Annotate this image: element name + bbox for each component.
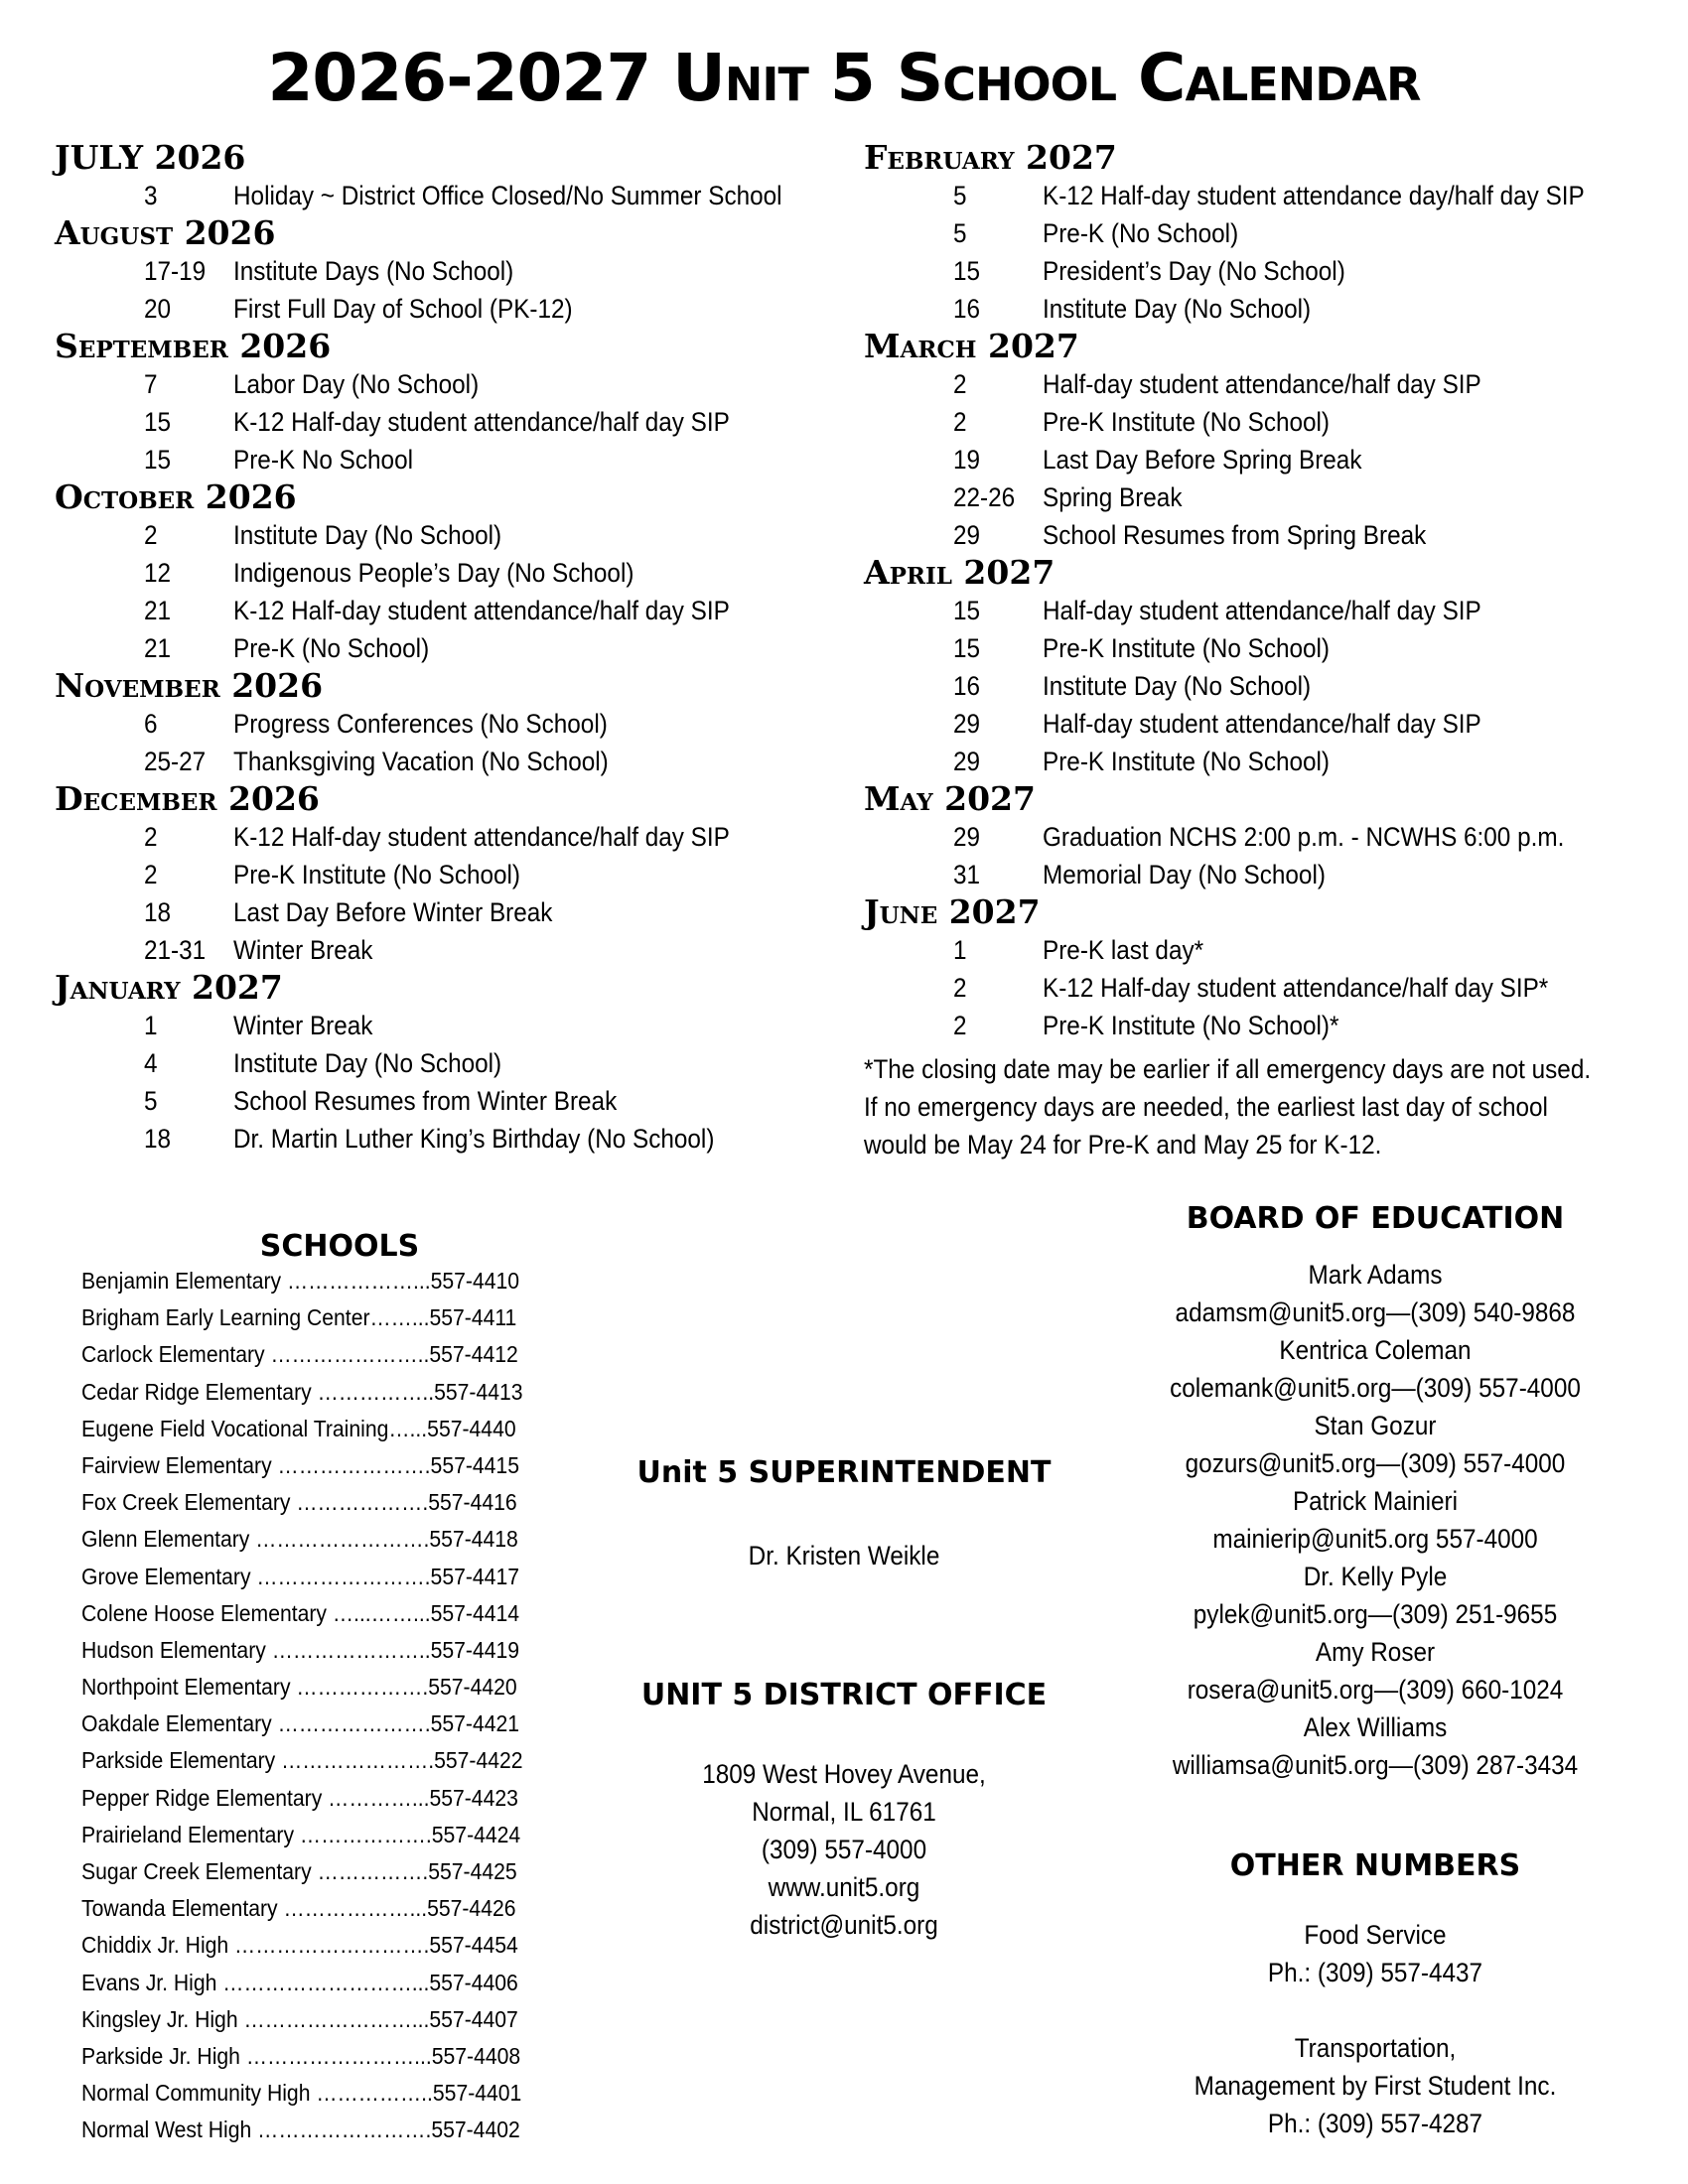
month-block bbox=[864, 554, 1658, 780]
event-text: First Full Day of School (PK-12) bbox=[233, 294, 573, 324]
event-text: Pre-K (No School) bbox=[1043, 218, 1239, 248]
school-entry: Carlock Elementary …………………..557-4412 bbox=[81, 1341, 518, 1368]
event-row bbox=[55, 403, 770, 441]
superintendent-name: Dr. Kristen Weikle bbox=[748, 1541, 940, 1570]
event-date: 12 bbox=[144, 558, 172, 588]
event-date: 2 bbox=[953, 407, 967, 437]
event-text: Institute Day (No School) bbox=[1043, 294, 1312, 324]
event-row bbox=[55, 554, 770, 592]
event-date: 21 bbox=[144, 633, 172, 663]
event-row bbox=[864, 290, 1579, 328]
event-date: 1 bbox=[953, 935, 967, 965]
event-row bbox=[55, 290, 770, 328]
event-date: 3 bbox=[144, 181, 158, 210]
event-date: 2 bbox=[953, 1011, 967, 1040]
month-block bbox=[55, 478, 849, 667]
event-text: Thanksgiving Vacation (No School) bbox=[233, 747, 609, 776]
month-heading: February 2027 bbox=[864, 138, 1117, 177]
event-date: 4 bbox=[144, 1048, 158, 1078]
month-block bbox=[864, 139, 1658, 328]
board-member-name: Stan Gozur bbox=[1314, 1411, 1437, 1440]
event-date: 29 bbox=[953, 709, 981, 739]
event-text: Pre-K Institute (No School) bbox=[1043, 633, 1331, 663]
district-office-line: Normal, IL 61761 bbox=[752, 1797, 936, 1827]
event-date: 22-26 bbox=[953, 482, 1016, 512]
month-heading: January 2027 bbox=[55, 968, 283, 1007]
event-row bbox=[864, 441, 1579, 478]
event-text: Winter Break bbox=[233, 935, 373, 965]
event-date: 15 bbox=[953, 596, 981, 625]
district-office-line: district@unit5.org bbox=[750, 1910, 938, 1940]
note-line: would be May 24 for Pre-K and May 25 for K-12. bbox=[864, 1130, 1382, 1160]
event-row bbox=[864, 365, 1579, 403]
event-text: Half-day student attendance/half day SIP bbox=[1043, 596, 1481, 625]
event-date: 6 bbox=[144, 709, 158, 739]
school-entry: Northpoint Elementary ……………….557-4420 bbox=[81, 1674, 517, 1701]
event-text: Dr. Martin Luther King’s Birthday (No School) bbox=[233, 1124, 715, 1154]
event-date: 29 bbox=[953, 822, 981, 852]
school-entry: Brigham Early Learning Center……...557-4411 bbox=[81, 1304, 517, 1331]
board-member-contact: mainierip@unit5.org 557-4000 bbox=[1212, 1524, 1538, 1554]
month-block bbox=[55, 328, 849, 478]
event-text: Indigenous People’s Day (No School) bbox=[233, 558, 634, 588]
school-entry: Chiddix Jr. High ……………………….557-4454 bbox=[81, 1932, 518, 1959]
other-number-line: Management by First Student Inc. bbox=[1194, 2071, 1557, 2101]
event-date: 2 bbox=[144, 822, 158, 852]
school-entry: Fairview Elementary ………………….557-4415 bbox=[81, 1451, 519, 1478]
event-row bbox=[864, 516, 1579, 554]
event-text: Last Day Before Spring Break bbox=[1043, 445, 1362, 475]
month-block bbox=[55, 139, 849, 214]
event-row bbox=[864, 667, 1579, 705]
event-row bbox=[55, 1120, 770, 1158]
schools-heading: SCHOOLS bbox=[259, 1229, 420, 1264]
event-text: K-12 Half-day student attendance/half day SIP bbox=[233, 822, 730, 852]
closing-date-note bbox=[864, 1050, 1606, 1163]
board-heading: BOARD OF EDUCATION bbox=[1186, 1201, 1565, 1236]
event-date: 25-27 bbox=[144, 747, 207, 776]
page-title: 2026-2027 Unit 5 School Calendar bbox=[267, 40, 1421, 116]
school-entry: Oakdale Elementary ………………….557-4421 bbox=[81, 1710, 520, 1737]
district-office-line: 1809 West Hovey Avenue, bbox=[702, 1759, 986, 1789]
event-text: Graduation NCHS 2:00 p.m. - NCWHS 6:00 p.m. bbox=[1043, 822, 1565, 852]
event-row bbox=[864, 818, 1579, 856]
event-row bbox=[55, 705, 770, 743]
school-entry: Cedar Ridge Elementary ……………..557-4413 bbox=[81, 1378, 523, 1405]
event-text: Pre-K Institute (No School) bbox=[1043, 407, 1331, 437]
event-date: 16 bbox=[953, 294, 981, 324]
event-row bbox=[864, 856, 1579, 893]
event-row bbox=[55, 629, 770, 667]
school-entry: Towanda Elementary ………………...557-4426 bbox=[81, 1895, 516, 1922]
month-heading: November 2026 bbox=[55, 666, 324, 705]
event-row bbox=[864, 743, 1579, 780]
event-row bbox=[55, 893, 770, 931]
note-line: *The closing date may be earlier if all emergency days are not used. bbox=[864, 1054, 1592, 1084]
month-heading: December 2026 bbox=[55, 779, 320, 818]
event-text: School Resumes from Spring Break bbox=[1043, 520, 1427, 550]
event-text: Winter Break bbox=[233, 1011, 373, 1040]
month-heading: JULY 2026 bbox=[55, 138, 246, 177]
calendar-left-column bbox=[55, 139, 849, 1158]
board-member-name: Patrick Mainieri bbox=[1292, 1486, 1459, 1516]
event-date: 21-31 bbox=[144, 935, 207, 965]
event-row bbox=[55, 1007, 770, 1044]
event-text: Pre-K (No School) bbox=[233, 633, 430, 663]
district-office-line: www.unit5.org bbox=[768, 1872, 920, 1902]
event-date: 2 bbox=[144, 860, 158, 889]
board-member-name: Dr. Kelly Pyle bbox=[1303, 1562, 1448, 1591]
other-number-line: Transportation, bbox=[1294, 2033, 1457, 2063]
event-text: Pre-K Institute (No School) bbox=[1043, 747, 1331, 776]
event-date: 29 bbox=[953, 747, 981, 776]
school-entry: Glenn Elementary …………………….557-4418 bbox=[81, 1526, 518, 1553]
event-text: K-12 Half-day student attendance/half day SIP bbox=[233, 596, 730, 625]
event-date: 1 bbox=[144, 1011, 158, 1040]
event-row bbox=[55, 441, 770, 478]
event-date: 2 bbox=[953, 973, 967, 1003]
event-text: Pre-K No School bbox=[233, 445, 413, 475]
event-text: Half-day student attendance/half day SIP bbox=[1043, 709, 1481, 739]
event-row bbox=[864, 1007, 1579, 1044]
school-entry: Colene Hoose Elementary …...……...557-4414 bbox=[81, 1599, 520, 1626]
school-entry: Evans Jr. High ………………………...557-4406 bbox=[81, 1969, 518, 1995]
event-text: School Resumes from Winter Break bbox=[233, 1086, 618, 1116]
event-text: Institute Days (No School) bbox=[233, 256, 514, 286]
event-row bbox=[55, 592, 770, 629]
other-number-line bbox=[1152, 1991, 1599, 2029]
month-block bbox=[55, 667, 849, 780]
event-date: 2 bbox=[953, 369, 967, 399]
board-member-name: Kentrica Coleman bbox=[1279, 1335, 1472, 1365]
school-entry: Normal West High …………………….557-4402 bbox=[81, 2116, 520, 2143]
event-text: K-12 Half-day student attendance day/half day SIP bbox=[1043, 181, 1585, 210]
school-entry: Kingsley Jr. High ……………………...557-4407 bbox=[81, 2005, 518, 2032]
event-row bbox=[55, 1082, 770, 1120]
event-row bbox=[55, 365, 770, 403]
event-date: 29 bbox=[953, 520, 981, 550]
event-text: Pre-K last day* bbox=[1043, 935, 1204, 965]
event-row bbox=[864, 629, 1579, 667]
event-row bbox=[864, 705, 1579, 743]
board-member-contact: pylek@unit5.org—(309) 251-9655 bbox=[1193, 1599, 1558, 1629]
board-member-contact: gozurs@unit5.org—(309) 557-4000 bbox=[1185, 1448, 1566, 1478]
board-member-contact: colemank@unit5.org—(309) 557-4000 bbox=[1170, 1373, 1581, 1403]
board-member-name: Amy Roser bbox=[1315, 1637, 1436, 1667]
event-text: Pre-K Institute (No School)* bbox=[1043, 1011, 1339, 1040]
event-text: Institute Day (No School) bbox=[233, 520, 502, 550]
event-row bbox=[55, 743, 770, 780]
event-text: K-12 Half-day student attendance/half day SIP* bbox=[1043, 973, 1549, 1003]
event-row bbox=[864, 931, 1579, 969]
event-row bbox=[864, 403, 1579, 441]
schools-list bbox=[81, 1263, 598, 2149]
event-date: 19 bbox=[953, 445, 981, 475]
month-heading: October 2026 bbox=[55, 478, 297, 516]
event-text: Institute Day (No School) bbox=[1043, 671, 1312, 701]
event-date: 15 bbox=[144, 407, 172, 437]
event-date: 18 bbox=[144, 897, 172, 927]
event-date: 5 bbox=[144, 1086, 158, 1116]
event-date: 2 bbox=[144, 520, 158, 550]
event-row bbox=[55, 818, 770, 856]
event-row bbox=[55, 1044, 770, 1082]
event-text: K-12 Half-day student attendance/half day SIP bbox=[233, 407, 730, 437]
other-numbers-heading: OTHER NUMBERS bbox=[1229, 1848, 1521, 1883]
month-heading: April 2027 bbox=[864, 553, 1055, 592]
event-text: Institute Day (No School) bbox=[233, 1048, 502, 1078]
school-entry: Normal Community High ……………..557-4401 bbox=[81, 2080, 522, 2107]
board-member-contact: williamsa@unit5.org—(309) 287-3434 bbox=[1172, 1750, 1579, 1780]
district-office-address bbox=[621, 1755, 1067, 1944]
event-text: President’s Day (No School) bbox=[1043, 256, 1345, 286]
event-text: Holiday ~ District Office Closed/No Summer School bbox=[233, 181, 782, 210]
event-row bbox=[55, 177, 782, 214]
event-date: 15 bbox=[953, 633, 981, 663]
event-date: 16 bbox=[953, 671, 981, 701]
event-text: Half-day student attendance/half day SIP bbox=[1043, 369, 1481, 399]
district-office-line: (309) 557-4000 bbox=[761, 1835, 927, 1864]
event-date: 20 bbox=[144, 294, 172, 324]
event-row bbox=[55, 516, 770, 554]
event-row bbox=[864, 214, 1579, 252]
event-date: 18 bbox=[144, 1124, 172, 1154]
month-block bbox=[864, 893, 1658, 1044]
month-block bbox=[55, 214, 849, 328]
board-member-contact: rosera@unit5.org—(309) 660-1024 bbox=[1187, 1675, 1564, 1705]
month-block bbox=[864, 780, 1658, 893]
board-member-name: Alex Williams bbox=[1303, 1712, 1448, 1742]
board-member-contact: adamsm@unit5.org—(309) 540-9868 bbox=[1175, 1297, 1576, 1327]
event-row bbox=[864, 478, 1579, 516]
other-number-line: Food Service bbox=[1304, 1920, 1447, 1950]
event-row bbox=[864, 177, 1585, 214]
school-entry: Hudson Elementary …………………..557-4419 bbox=[81, 1636, 520, 1663]
event-row bbox=[864, 592, 1579, 629]
month-heading: September 2026 bbox=[55, 327, 332, 365]
event-text: Progress Conferences (No School) bbox=[233, 709, 608, 739]
school-entry: Pepper Ridge Elementary …………...557-4423 bbox=[81, 1784, 518, 1811]
event-row bbox=[55, 931, 770, 969]
school-entry: Sugar Creek Elementary …………….557-4425 bbox=[81, 1858, 517, 1884]
event-row bbox=[864, 969, 1579, 1007]
school-entry: Prairieland Elementary ……………….557-4424 bbox=[81, 1821, 521, 1847]
event-text: Memorial Day (No School) bbox=[1043, 860, 1326, 889]
note-line: If no emergency days are needed, the earliest last day of school bbox=[864, 1092, 1548, 1122]
board-member-name: Mark Adams bbox=[1308, 1260, 1443, 1290]
school-entry: Grove Elementary …………………….557-4417 bbox=[81, 1563, 519, 1589]
month-heading: August 2026 bbox=[55, 213, 276, 252]
school-entry: Parkside Jr. High ……………………...557-4408 bbox=[81, 2042, 521, 2069]
other-number-line: Ph.: (309) 557-4287 bbox=[1267, 2109, 1483, 2138]
event-text: Spring Break bbox=[1043, 482, 1183, 512]
event-text: Pre-K Institute (No School) bbox=[233, 860, 521, 889]
month-block bbox=[55, 969, 849, 1158]
school-entry: Eugene Field Vocational Training…...557-4440 bbox=[81, 1415, 516, 1441]
event-text: Last Day Before Winter Break bbox=[233, 897, 553, 927]
month-heading: March 2027 bbox=[864, 327, 1079, 365]
event-date: 5 bbox=[953, 218, 967, 248]
school-entry: Parkside Elementary ………………….557-4422 bbox=[81, 1747, 523, 1774]
event-date: 17-19 bbox=[144, 256, 207, 286]
event-date: 7 bbox=[144, 369, 158, 399]
other-numbers bbox=[1127, 1916, 1623, 2142]
event-text: Labor Day (No School) bbox=[233, 369, 480, 399]
board-members bbox=[1127, 1256, 1623, 1784]
month-heading: June 2027 bbox=[864, 892, 1041, 931]
calendar-right-column bbox=[864, 139, 1658, 1163]
district-office-heading: UNIT 5 DISTRICT OFFICE bbox=[640, 1678, 1048, 1712]
event-row bbox=[55, 252, 770, 290]
event-date: 21 bbox=[144, 596, 172, 625]
month-block bbox=[55, 780, 849, 969]
event-row bbox=[864, 252, 1579, 290]
superintendent-heading: Unit 5 SUPERINTENDENT bbox=[636, 1455, 1052, 1490]
school-entry: Fox Creek Elementary ……………….557-4416 bbox=[81, 1489, 517, 1516]
event-date: 31 bbox=[953, 860, 981, 889]
event-date: 15 bbox=[144, 445, 172, 475]
month-block bbox=[864, 328, 1658, 554]
event-date: 5 bbox=[953, 181, 967, 210]
event-date: 15 bbox=[953, 256, 981, 286]
event-row bbox=[55, 856, 770, 893]
month-heading: May 2027 bbox=[864, 779, 1036, 818]
school-entry: Benjamin Elementary ………………...557-4410 bbox=[81, 1268, 520, 1294]
other-number-line: Ph.: (309) 557-4437 bbox=[1267, 1958, 1483, 1987]
